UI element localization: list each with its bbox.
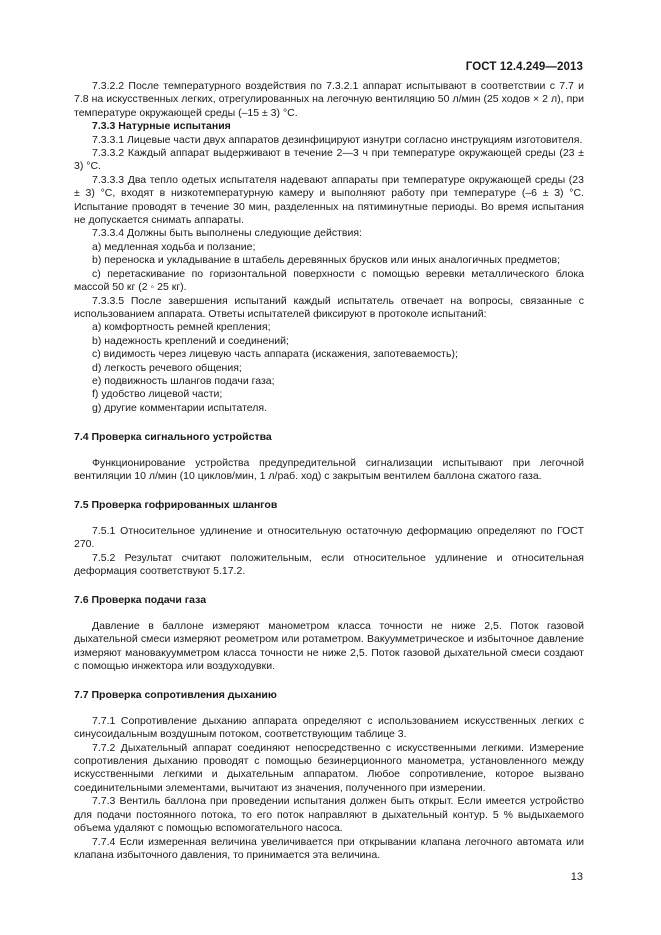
paragraph-7-7-3: 7.7.3 Вентиль баллона при проведении испытания должен быть открыт. Если имеется устройство для подачи постоянного потока, то его поток направляют в дыхательный контур. 5 % выдыхаемого объема удаляют с помощью вспомогательного насоса. (74, 795, 584, 835)
document-code-header: ГОСТ 12.4.249—2013 (465, 61, 583, 73)
paragraph-7-7-2: 7.7.2 Дыхательный аппарат соединяют непосредственно с искусственными легкими. Измерение сопротивления дыханию проводят с помощью безинерционного манометра, установленного между искусственными легкими и дыхательным аппаратом. Любое сопротивление, которое вызвано соединительными элементами, вычитают из значения, полученного при измерении. (74, 741, 584, 794)
list-item: a) комфортность ремней крепления; (92, 321, 271, 334)
document-body (74, 80, 584, 862)
list-item: b) переноска и укладывание в штабель деревянных брусков или иных аналогичных предметов; (92, 254, 561, 267)
section-heading-7-5: 7.5 Проверка гофрированных шлангов (74, 499, 278, 512)
paragraph-7-3-3-5: 7.3.3.5 После завершения испытаний каждый испытатель отвечает на вопросы, связанные с использованием аппарата. Ответы испытателей фиксируют в протоколе испытаний: (74, 294, 584, 320)
paragraph-7-5-2: 7.5.2 Результат считают положительным, если относительное удлинение и относительная деформация соответствуют 5.17.2. (74, 551, 584, 577)
paragraph-7-6: Давление в баллоне измеряют манометром класса точности не ниже 2,5. Поток газовой дыхательной смеси измеряют реометром или ротаметром. Вакуумметрическое и избыточное давление измеряют мановакуумметром класса точности не ниже 2,5. Поток газовой дыхательной смеси создают с помощью инжектора или воздуходувки. (74, 619, 584, 673)
paragraph-7-3-3-1: 7.3.3.1 Лицевые части двух аппаратов дезинфицируют изнутри согласно инструкциям изготовителя. (92, 133, 583, 146)
section-heading-7-4: 7.4 Проверка сигнального устройства (74, 431, 272, 444)
list-item: f) удобство лицевой части; (92, 388, 223, 401)
list-item: e) подвижность шлангов подачи газа; (92, 374, 275, 387)
paragraph-7-4: Функционирование устройства предупредительной сигнализации испытывают при легочной вентиляции 10 л/мин (10 циклов/мин, 1 л/раб. ход) с закрытым вентилем баллона сжатого газа. (74, 456, 584, 482)
paragraph-7-7-1: 7.7.1 Сопротивление дыханию аппарата определяют с использованием искусственных легких с синусоидальным воздушным потоком, соответствующим таблице 3. (74, 714, 584, 741)
paragraph-7-3-3-2: 7.3.3.2 Каждый аппарат выдерживают в течение 2—3 ч при температуре окружающей среды (23 ± 3) °С. (74, 147, 584, 173)
paragraph-7-3-3-3: 7.3.3.3 Два тепло одетых испытателя надевают аппараты при температуре окружающей среды (23 ± 3) °С, входят в низкотемпературную камеру и выполняют работу при температуре (–6 ± 3) °С. Испытание проводят в течение 30 мин, разделенных на пятиминутные периоды. Во время испытания не допускается снимать аппараты. (74, 173, 584, 227)
subheading-7-3-3: 7.3.3 Натурные испытания (92, 120, 231, 133)
list-item: g) другие комментарии испытателя. (92, 401, 268, 414)
list-item: c) перетаскивание по горизонтальной поверхности с помощью веревки металлического блока массой 50 кг (2 ◦ 25 кг). (74, 267, 584, 294)
section-heading-7-6: 7.6 Проверка подачи газа (74, 594, 207, 607)
section-heading-7-7: 7.7 Проверка сопротивления дыханию (74, 689, 277, 702)
paragraph-7-7-4: 7.7.4 Если измеренная величина увеличивается при открывании клапана легочного автомата или клапана избыточного давления, то принимается эта величина. (74, 835, 584, 861)
page-number: 13 (570, 871, 583, 883)
list-item: a) медленная ходьба и ползание; (92, 240, 256, 253)
list-item: c) видимость через лицевую часть аппарата (искажения, запотеваемость); (92, 348, 458, 361)
paragraph-7-3-2-2: 7.3.2.2 После температурного воздействия по 7.3.2.1 аппарат испытывают в соответствии с 7.7 и 7.8 на искусственных легких, отрегулированных на легочную вентиляцию 50 л/мин (25 ходов × 2 л), при температуре окружающей среды (–15 ± 3) °С. (74, 80, 584, 119)
paragraph-7-3-3-4: 7.3.3.4 Должны быть выполнены следующие действия: (92, 227, 362, 240)
list-item: b) надежность креплений и соединений; (92, 334, 289, 347)
list-item: d) легкость речевого общения; (92, 361, 242, 374)
paragraph-7-5-1: 7.5.1 Относительное удлинение и относительную остаточную деформацию определяют по ГОСТ 270. (74, 524, 584, 551)
